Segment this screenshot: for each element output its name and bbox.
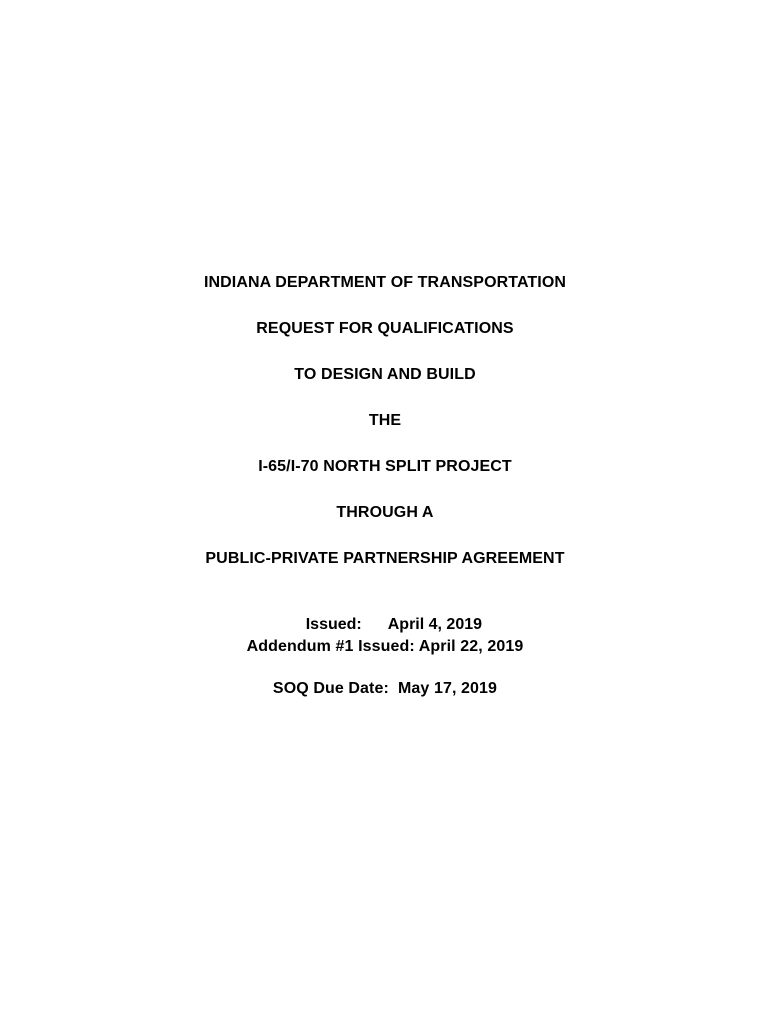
through-heading: THROUGH A xyxy=(336,504,434,521)
agency-heading: INDIANA DEPARTMENT OF TRANSPORTATION xyxy=(203,274,567,291)
issued-date: April 4, 2019 xyxy=(387,616,483,633)
article-heading: THE xyxy=(368,412,402,429)
addendum-line: Addendum #1 Issued: April 22, 2019 xyxy=(246,638,524,655)
soq-due-date-line: SOQ Due Date: May 17, 2019 xyxy=(272,680,498,697)
document-type-heading: REQUEST FOR QUALIFICATIONS xyxy=(256,320,514,337)
issued-label: Issued: xyxy=(305,616,362,633)
agreement-heading: PUBLIC-PRIVATE PARTNERSHIP AGREEMENT xyxy=(205,550,565,567)
purpose-heading: TO DESIGN AND BUILD xyxy=(294,366,476,383)
project-heading: I-65/I-70 NORTH SPLIT PROJECT xyxy=(258,458,512,475)
